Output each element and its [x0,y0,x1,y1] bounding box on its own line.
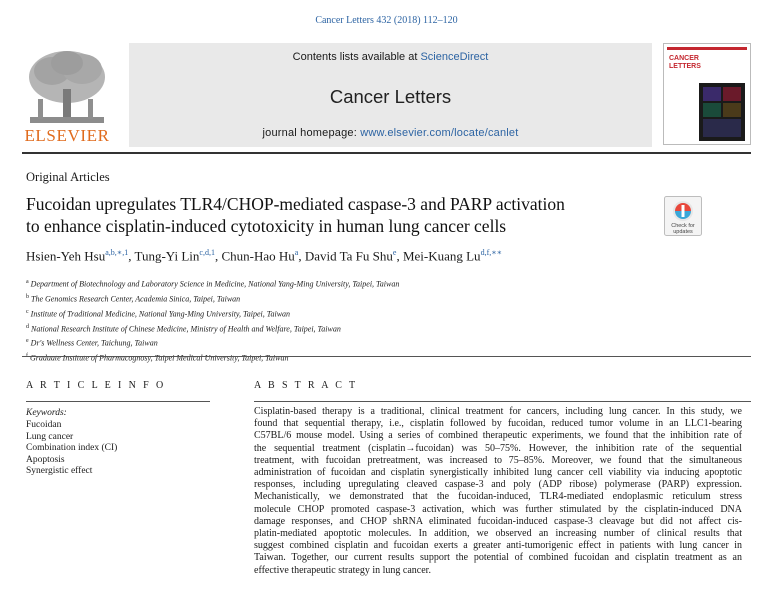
abstract-line: treatment, with fucoidan pretreatment, was increased to 75–85%. Moreover, we found that the simultaneous [254,454,742,466]
affiliation-key: a [26,279,29,285]
affiliation-key: f [26,353,28,360]
abstract-line: effective therapeutic strategy in lung cancer. [254,564,431,576]
abstract-line: damage responses, and CHOP shRNA eliminated fucoidan-induced caspase-3 cleavage but did not affect cis- [254,515,742,527]
affiliation-text: Department of Biotechnology and Laboratory Science in Medicine, National Yang-Ming University, Taipei, Taiwan [30,279,400,289]
homepage-prefix: journal homepage: [262,127,361,139]
affiliation-text: The Genomics Research Center, Academia Sinica, Taipei, Taiwan [31,294,241,304]
affiliation-key: e [26,338,29,345]
author-separator: , [128,248,135,264]
author-affiliation-marks[interactable]: e [392,248,397,257]
affiliation-item [26,321,399,336]
author-affiliation-marks[interactable]: a [294,248,299,257]
affiliation-item [26,335,399,350]
keyword-item: Synergistic effect [26,466,93,477]
abstract-line: platin-mediated apoptotic molecules. In addition, we observed an increasing number of clinical results that [254,528,742,540]
author-affiliation-marks[interactable]: a,b,∗,1 [105,248,129,257]
journal-banner [129,43,652,147]
publisher-wordmark: ELSEVIER [24,126,110,145]
author-separator: , [298,248,305,264]
crossmark-label: Check for updates [671,223,695,235]
meta-divider [22,356,751,357]
author-name[interactable]: Chun-Hao Hu [221,248,295,264]
author-list [26,248,502,264]
abstract-line: the sequential treatment (cisplatin→fucoidan) was 50–75%. However, the inhibition rate of the sequential [254,442,742,454]
keyword-item: Fucoidan [26,420,62,430]
journal-cover[interactable] [663,43,751,145]
affiliation-item [26,306,399,321]
affiliation-text: Institute of Traditional Medicine, National Yang-Ming University, Taipei, Taiwan [30,309,291,319]
author-separator: , [214,248,222,264]
abstract-line: molecule CHOP promoted caspase-3 activation, which was further stimulated by the cisplatin-induced DNA [254,503,742,515]
abstract-line: responses, including upregulating cleaved caspase-3 and poly (ADP ribose) polymerase (PARP) expression. [254,479,742,491]
contents-line [129,51,652,63]
abstract-divider [254,401,751,402]
affiliation-key: d [26,323,29,330]
affiliation-item [26,291,399,306]
affiliation-key: b [26,293,29,300]
affiliation-list [26,276,399,365]
homepage-link[interactable]: www.elsevier.com/locate/canlet [360,127,519,139]
abstract-line: Cisplatin-based therapy is a traditional, clinical treatment for cancers, including lung cancer. In this study, we [254,406,742,417]
keywords-heading: Keywords: [26,408,67,418]
keyword-item: Combination index (CI) [26,443,118,454]
article-section: Original Articles [26,170,110,184]
affiliation-item [26,276,399,291]
abstract-heading: A B S T R A C T [254,380,358,391]
author-name[interactable]: Mei-Kuang Lu [402,248,481,264]
author-separator: , [396,248,403,264]
cover-title: CANCER LETTERS [669,55,701,70]
citation-link[interactable]: Cancer Letters 432 (2018) 112–120 [315,15,458,26]
article-title [26,193,656,237]
sciencedirect-link[interactable]: ScienceDirect [420,51,489,63]
affiliation-item [26,350,399,365]
keyword-item: Lung cancer [26,431,74,442]
author-name[interactable]: David Ta Fu Shu [304,248,393,264]
keyword-item: Apoptosis [26,454,65,465]
abstract-line: found that sequential therapy, i.e., cisplatin followed by fucoidan, reduced tumor volume in an LLC1-bearing [254,418,742,430]
affiliation-text: Dr's Wellness Center, Taichung, Taiwan [30,339,158,349]
journal-title: Cancer Letters [329,86,452,107]
abstract-line: administration of fucoidan and cisplatin synergistically inhibited lung cancer cell viability via inducing apoptotic [254,467,742,479]
keyword-list [26,420,117,478]
header-divider [22,152,751,154]
affiliation-text: National Research Institute of Chinese Medicine, Ministry of Health and Welfare, Taipei, Taiwan [31,324,341,334]
abstract-line: Taiwan. Together, our current results support the potential of combined fucoidan and cisplatin treatment as an [254,552,742,564]
abstract-text [254,406,742,577]
author-name[interactable]: Hsien-Yeh Hsu [26,248,106,264]
abstract-line: C57BL/6 mouse model. Using a series of combined therapeutic experiments, we found that the inhibition rate of [254,430,742,442]
abstract-line: suggest combined cisplatin and fucoidan exerts a greater anti-tumorigenic effect in patients with lung cancer in [254,540,742,552]
author-affiliation-marks[interactable]: c,d,1 [199,248,215,257]
author-affiliation-marks[interactable]: d,f,∗∗ [480,248,503,257]
homepage-line [129,127,652,139]
affiliation-key: c [26,308,29,315]
article-info-heading: A R T I C L E I N F O [26,380,166,391]
article-title-line1: Fucoidan upregulates TLR4/CHOP-mediated caspase-3 and PARP activation [26,194,565,214]
abstract-line: Mechanistically, we demonstrated that the fucoidan-induced, TLR4-mediated endoplasmic reticulum stress [254,491,742,503]
contents-prefix: Contents lists available at [292,51,421,63]
article-info-divider [26,401,210,402]
check-for-updates-button[interactable] [664,196,702,236]
elsevier-logo[interactable] [22,43,112,146]
affiliation-text: Graduate Institute of Pharmacognosy, Taipei Medical University, Taipei, Taiwan [30,353,289,363]
article-title-line2: to enhance cisplatin-induced cytotoxicity in human lung cancer cells [26,216,507,236]
author-name[interactable]: Tung-Yi Lin [134,248,200,264]
